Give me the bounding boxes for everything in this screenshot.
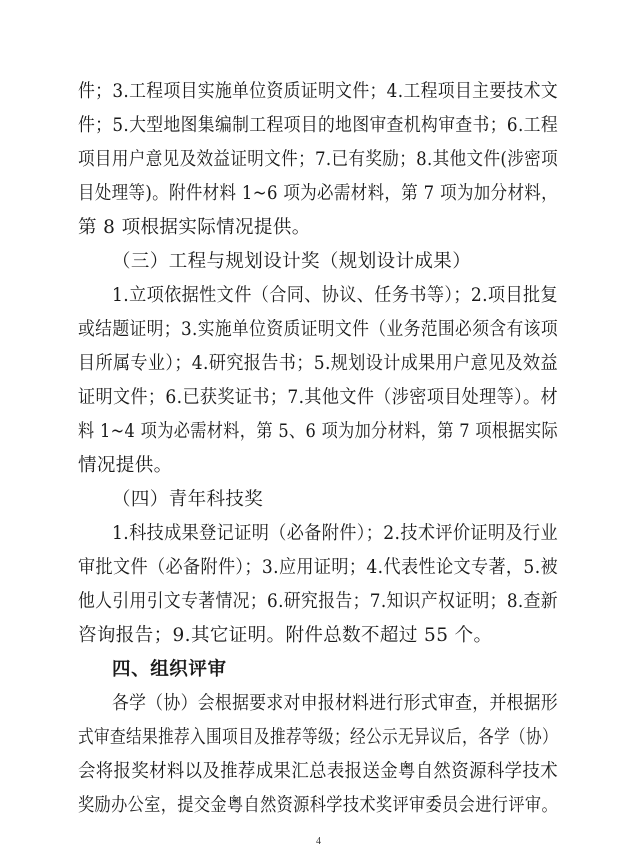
paragraph-line: 会将报奖材料以及推荐成果汇总表报送金粤自然资源科学技术 <box>78 761 558 782</box>
paragraph-line: 证明文件；6.已获奖证书；7.其他文件（涉密项目处理等）。材 <box>78 387 558 408</box>
paragraph-line: 目所属专业）；4.研究报告书；5.规划设计成果用户意见及效益 <box>78 353 558 374</box>
paragraph-line: 1.科技成果登记证明（必备附件）；2.技术评价证明及行业 <box>112 523 558 544</box>
paragraph-line: 项目用户意见及效益证明文件；7.已有奖励；8.其他文件(涉密项 <box>78 149 558 170</box>
paragraph-line: 料 1~4 项为必需材料，第 5、6 项为加分材料，第 7 项根据实际 <box>78 421 558 442</box>
paragraph-line: 咨询报告；9.其它证明。附件总数不超过 55 个。 <box>78 625 493 646</box>
paragraph-line: 1.立项依据性文件（合同、协议、任务书等）；2.项目批复 <box>112 285 558 306</box>
paragraph-line: 第 8 项根据实际情况提供。 <box>78 217 311 238</box>
paragraph-line: 情况提供。 <box>78 455 173 476</box>
paragraph-line: 他人引用引文专著情况；6.研究报告；7.知识产权证明；8.查新 <box>78 591 558 612</box>
paragraph-line: 审批文件（必备附件）；3.应用证明；4.代表性论文专著，5.被 <box>78 557 558 578</box>
paragraph-line: 件；5.大型地图集编制工程项目的地图审查机构审查书；6.工程 <box>78 115 558 136</box>
paragraph-line: 或结题证明；3.实施单位资质证明文件（业务范围必须含有该项 <box>78 319 558 340</box>
section-heading-4: 四、组织评审 <box>112 659 227 680</box>
paragraph-line: 奖励办公室，提交金粤自然资源科学技术奖评审委员会进行评审。 <box>78 795 558 816</box>
paragraph-line: 目处理等)。附件材料 1~6 项为必需材料，第 7 项为加分材料， <box>78 183 558 204</box>
paragraph-line: 件；3.工程项目实施单位资质证明文件；4.工程项目主要技术文 <box>78 81 558 102</box>
page-number: 4 <box>316 836 321 847</box>
subsection-heading-3: （三）工程与规划设计奖（规划设计成果） <box>112 251 472 272</box>
paragraph-line: 各学（协）会根据要求对申报材料进行形式审查，并根据形 <box>112 693 558 714</box>
paragraph-line: 式审查结果推荐入围项目及推荐等级；经公示无异议后，各学（协） <box>78 727 558 748</box>
subsection-heading-4: （四）青年科技奖 <box>112 489 264 510</box>
